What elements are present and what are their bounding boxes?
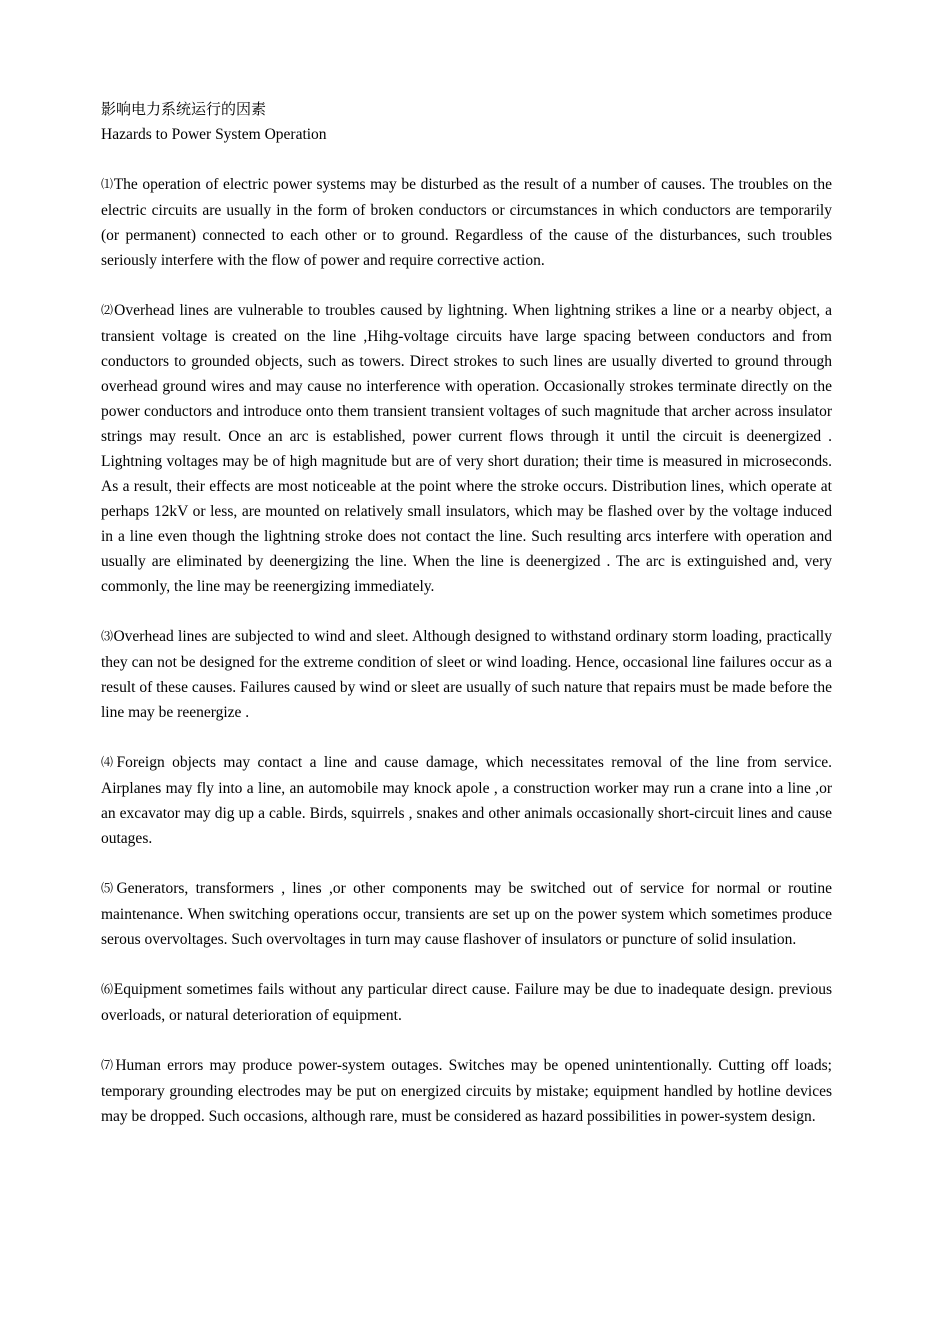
paragraph-number: ⑺ — [101, 1058, 116, 1072]
paragraph-text: Overhead lines are subjected to wind and sleet. Although designed to withstand ordinary storm loading, practically they can not be designed for the extreme condition of sleet or wind loading. Hence, occasional line failures occur as a result of these causes. Failures caused by wind or sleet are usually of such nature that repairs must be made before the line may be reenergize . — [101, 628, 832, 721]
paragraph-number: ⑴ — [101, 177, 114, 191]
title-english: Hazards to Power System Operation — [101, 126, 327, 143]
paragraph-text: Foreign objects may contact a line and cause damage, which necessitates removal of the line from service. Airplanes may fly into a line, an automobile may knock apole , a construction worker may run a crane into a line ,or an excavator may dig up a cable. Birds, squirrels , snakes and other animals occasionally short-circuit lines and cause outages. — [101, 754, 832, 847]
paragraph-number: ⑸ — [101, 881, 117, 895]
paragraph-number: ⑷ — [101, 755, 117, 769]
paragraph-1 — [101, 172, 832, 273]
document-page — [101, 97, 832, 1154]
paragraph-number: ⑵ — [101, 303, 115, 317]
title-chinese: 影响电力系统运行的因素 — [101, 100, 267, 118]
paragraph-4 — [101, 750, 832, 851]
paragraph-text: The operation of electric power systems may be disturbed as the result of a number of causes. The troubles on the electric circuits are usually in the form of broken conductors or circumstances in which conductors are temporarily (or permanent) connected to each other or to ground. Regardless of the cause of the disturbances, such troubles seriously interfere with the flow of power and require corrective action. — [101, 176, 832, 269]
paragraph-number: ⑶ — [101, 629, 114, 643]
spacer — [101, 147, 832, 172]
paragraph-text: Human errors may produce power-system outages. Switches may be opened unintentionally. Cutting off loads; temporary grounding electrodes may be put on energized circuits by mistake; equipment handled by hotline devices may be dropped. Such occasions, although rare, must be considered as hazard possibilities in power-system design. — [101, 1057, 832, 1125]
paragraph-3 — [101, 624, 832, 725]
paragraph-7 — [101, 1053, 832, 1129]
paragraph-text: Equipment sometimes fails without any particular direct cause. Failure may be due to inadequate design. previous overloads, or natural deterioration of equipment. — [101, 981, 832, 1024]
paragraph-text: Generators, transformers , lines ,or other components may be switched out of service for normal or routine maintenance. When switching operations occur, transients are set up on the power system which sometimes produce serous overvoltages. Such overvoltages in turn may cause flashover of insulators or puncture of solid insulation. — [101, 880, 832, 948]
paragraph-5 — [101, 876, 832, 952]
paragraph-text: Overhead lines are vulnerable to troubles caused by lightning. When lightning strikes a line or a nearby object, a transient voltage is created on the line ,Hihg-voltage circuits have large spacing between conductors and from conductors to grounded objects, such as towers. Direct strokes to such lines are usually diverted to ground through overhead ground wires and may cause no interference with operation. Occasionally strokes terminate directly on the power conductors and introduce onto them transient transient voltages of such magnitude that archer across insulator strings may result. Once an arc is established, power current flows through it until the circuit is deenergized . Lightning voltages may be of high magnitude but are of very short duration; their time is measured in microseconds. As a result, their effects are most noticeable at the point where the stroke occurs. Distribution lines, which operate at perhaps 12kV or less, are mounted on relatively small insulators, which may be flashed over by the voltage induced in a line even though the lightning stroke does not contact the line. Such resulting arcs interfere with operation and usually are eliminated by deenergizing the line. When the line is deenergized . The arc is extinguished and, very commonly, the line may be reenergizing immediately. — [101, 302, 832, 595]
paragraph-number: ⑹ — [101, 982, 114, 996]
paragraph-2 — [101, 298, 832, 599]
paragraph-6 — [101, 977, 832, 1028]
